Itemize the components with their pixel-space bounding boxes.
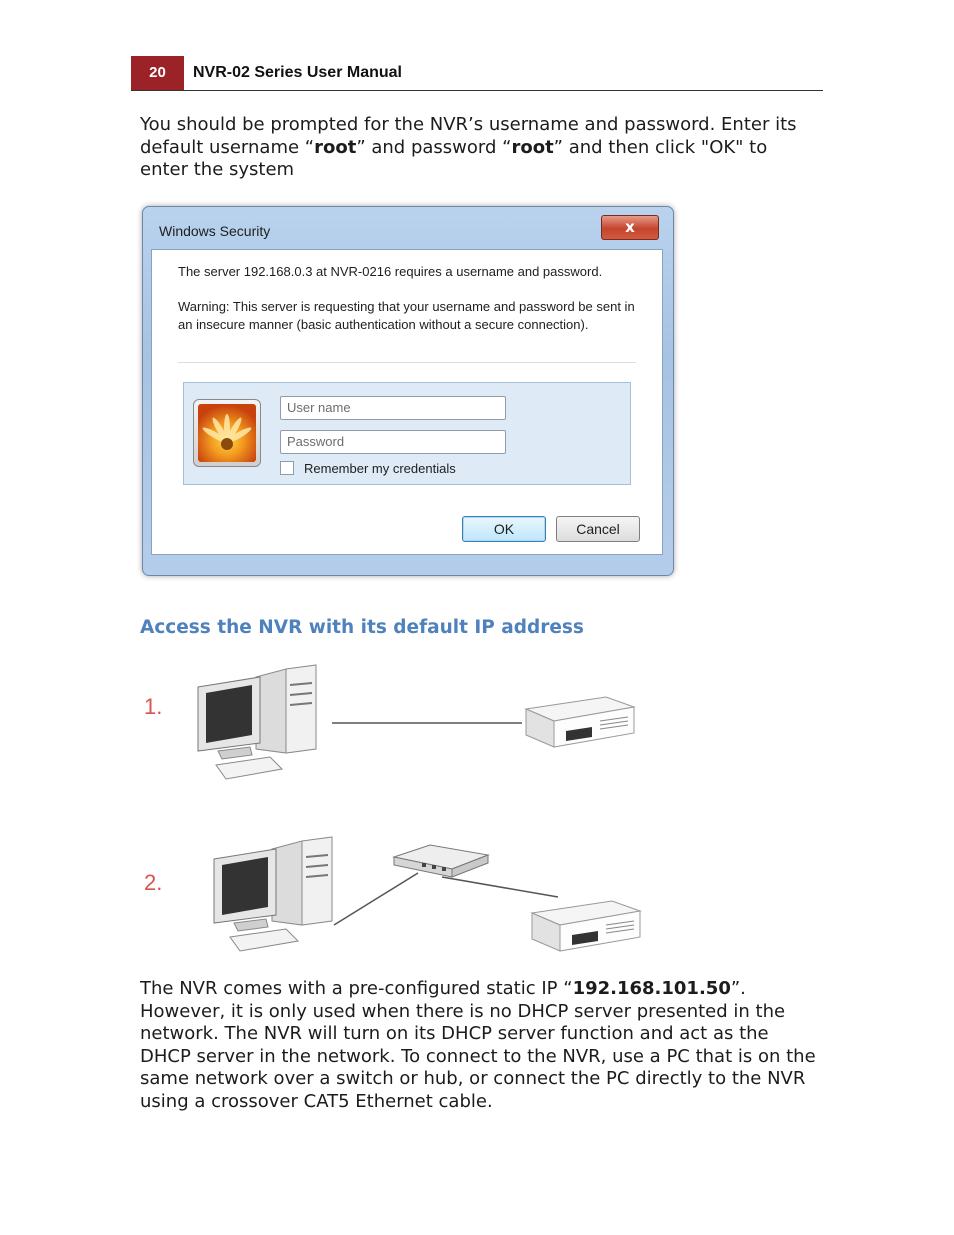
dialog-message: The server 192.168.0.3 at NVR-0216 requires a username and password. bbox=[178, 264, 603, 279]
remember-checkbox[interactable] bbox=[280, 461, 294, 475]
step-2-number: 2. bbox=[144, 870, 163, 895]
switch-icon bbox=[394, 845, 488, 877]
section-heading: Access the NVR with its default IP address bbox=[140, 617, 584, 638]
remember-credentials[interactable] bbox=[280, 461, 456, 476]
windows-security-dialog bbox=[142, 206, 674, 576]
intro-text-2: ” and password “ bbox=[356, 136, 512, 158]
default-password: root bbox=[511, 136, 554, 158]
connection-diagram bbox=[130, 655, 660, 960]
step-1-number: 1. bbox=[144, 694, 163, 719]
credential-box bbox=[183, 382, 631, 485]
nvr-icon bbox=[526, 697, 634, 747]
dialog-warning: Warning: This server is requesting that your username and password be sent in an insecure manner (basic authentication without a secure connection). bbox=[178, 299, 635, 332]
default-username: root bbox=[314, 136, 357, 158]
intro-text-1: You should be prompted for the NVR’s username and password. Enter its default username “ bbox=[140, 114, 797, 158]
cable-2a bbox=[334, 873, 418, 925]
page-number: 20 bbox=[131, 56, 184, 90]
ok-button[interactable]: OK bbox=[462, 516, 546, 542]
remember-label: Remember my credentials bbox=[304, 461, 456, 476]
user-tile-flower-icon bbox=[193, 399, 261, 467]
close-icon: x bbox=[625, 218, 635, 236]
ip-text-2: ”. However, it is only used when there is no DHCP server presented in the network. The NVR will turn on its DHCP server function and act as the DHCP server in the network. To connect to the NVR, use a PC that is on the same network over a switch or hub, or connect the PC directly to the NVR using a crossover CAT5 Ethernet cable. bbox=[140, 978, 816, 1112]
dialog-title: Windows Security bbox=[159, 223, 271, 239]
pc-icon bbox=[198, 665, 316, 779]
intro-text-3: ” and then click "OK" to enter the system bbox=[140, 136, 768, 181]
dialog-separator bbox=[178, 362, 636, 363]
ip-text-1: The NVR comes with a pre-configured static IP “ bbox=[140, 978, 573, 999]
pc-icon-2 bbox=[214, 837, 332, 951]
cable-2b bbox=[442, 877, 558, 897]
intro-paragraph bbox=[140, 114, 820, 182]
username-input[interactable]: User name bbox=[280, 396, 506, 420]
cancel-button[interactable]: Cancel bbox=[556, 516, 640, 542]
header-rule bbox=[131, 90, 823, 91]
dialog-body bbox=[151, 249, 663, 555]
nvr-icon-2 bbox=[532, 901, 640, 951]
manual-title: NVR-02 Series User Manual bbox=[193, 64, 402, 81]
close-button[interactable] bbox=[601, 215, 659, 240]
ip-paragraph bbox=[140, 978, 820, 1114]
password-input[interactable]: Password bbox=[280, 430, 506, 454]
default-ip: 192.168.101.50 bbox=[572, 978, 731, 999]
